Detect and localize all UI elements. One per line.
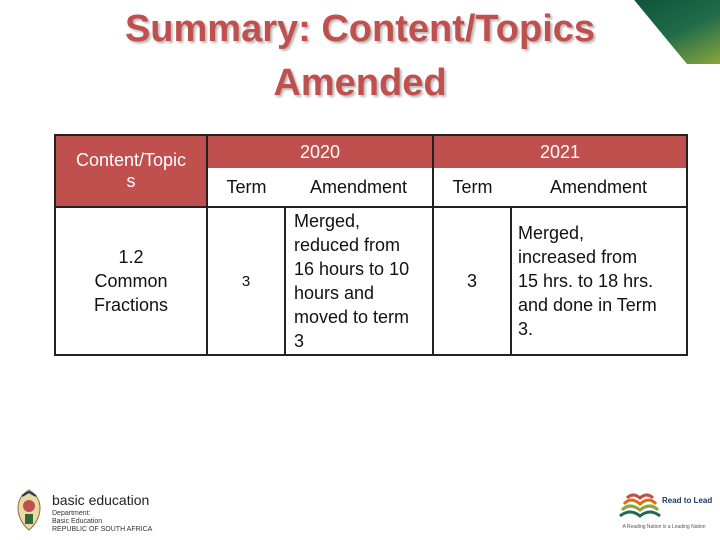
read-to-lead-logo	[612, 490, 716, 536]
read-to-lead-tagline: A Reading Nation is a Leading Nation	[622, 524, 706, 530]
slide-title-line1: Summary: Content/Topics	[124, 8, 596, 50]
dbe-brand-text: basic education	[52, 492, 150, 508]
table-row	[55, 207, 687, 355]
header-term-2021: Term	[433, 168, 511, 207]
row-amendment-2020: Merged, reduced from 16 hours to 10 hours and moved to term 3	[285, 207, 433, 355]
header-year-2021: 2021	[433, 135, 687, 168]
header-amendment-2021: Amendment	[511, 168, 687, 207]
header-row-years	[55, 135, 687, 168]
row-topic: 1.2 Common Fractions	[55, 207, 207, 355]
header-term-2020: Term	[207, 168, 285, 207]
dbe-department-text: Department: Basic Education REPUBLIC OF SOUTH AFRICA	[52, 510, 153, 533]
row-term-2020: 3	[207, 207, 285, 355]
row-term-2021: 3	[433, 207, 511, 355]
coat-of-arms-icon	[14, 488, 44, 532]
read-to-lead-title: Read to Lead	[662, 496, 713, 505]
header-topic: Content/Topic s	[55, 135, 207, 207]
header-year-2020: 2020	[207, 135, 433, 168]
summary-table	[54, 134, 688, 356]
header-amendment-2020: Amendment	[285, 168, 433, 207]
dbe-logo	[14, 488, 184, 534]
open-book-icon	[618, 490, 662, 520]
row-amendment-2021: Merged, increased from 15 hrs. to 18 hrs. and done in Term 3.	[511, 207, 687, 355]
slide-title-line2: Amended	[273, 62, 447, 104]
